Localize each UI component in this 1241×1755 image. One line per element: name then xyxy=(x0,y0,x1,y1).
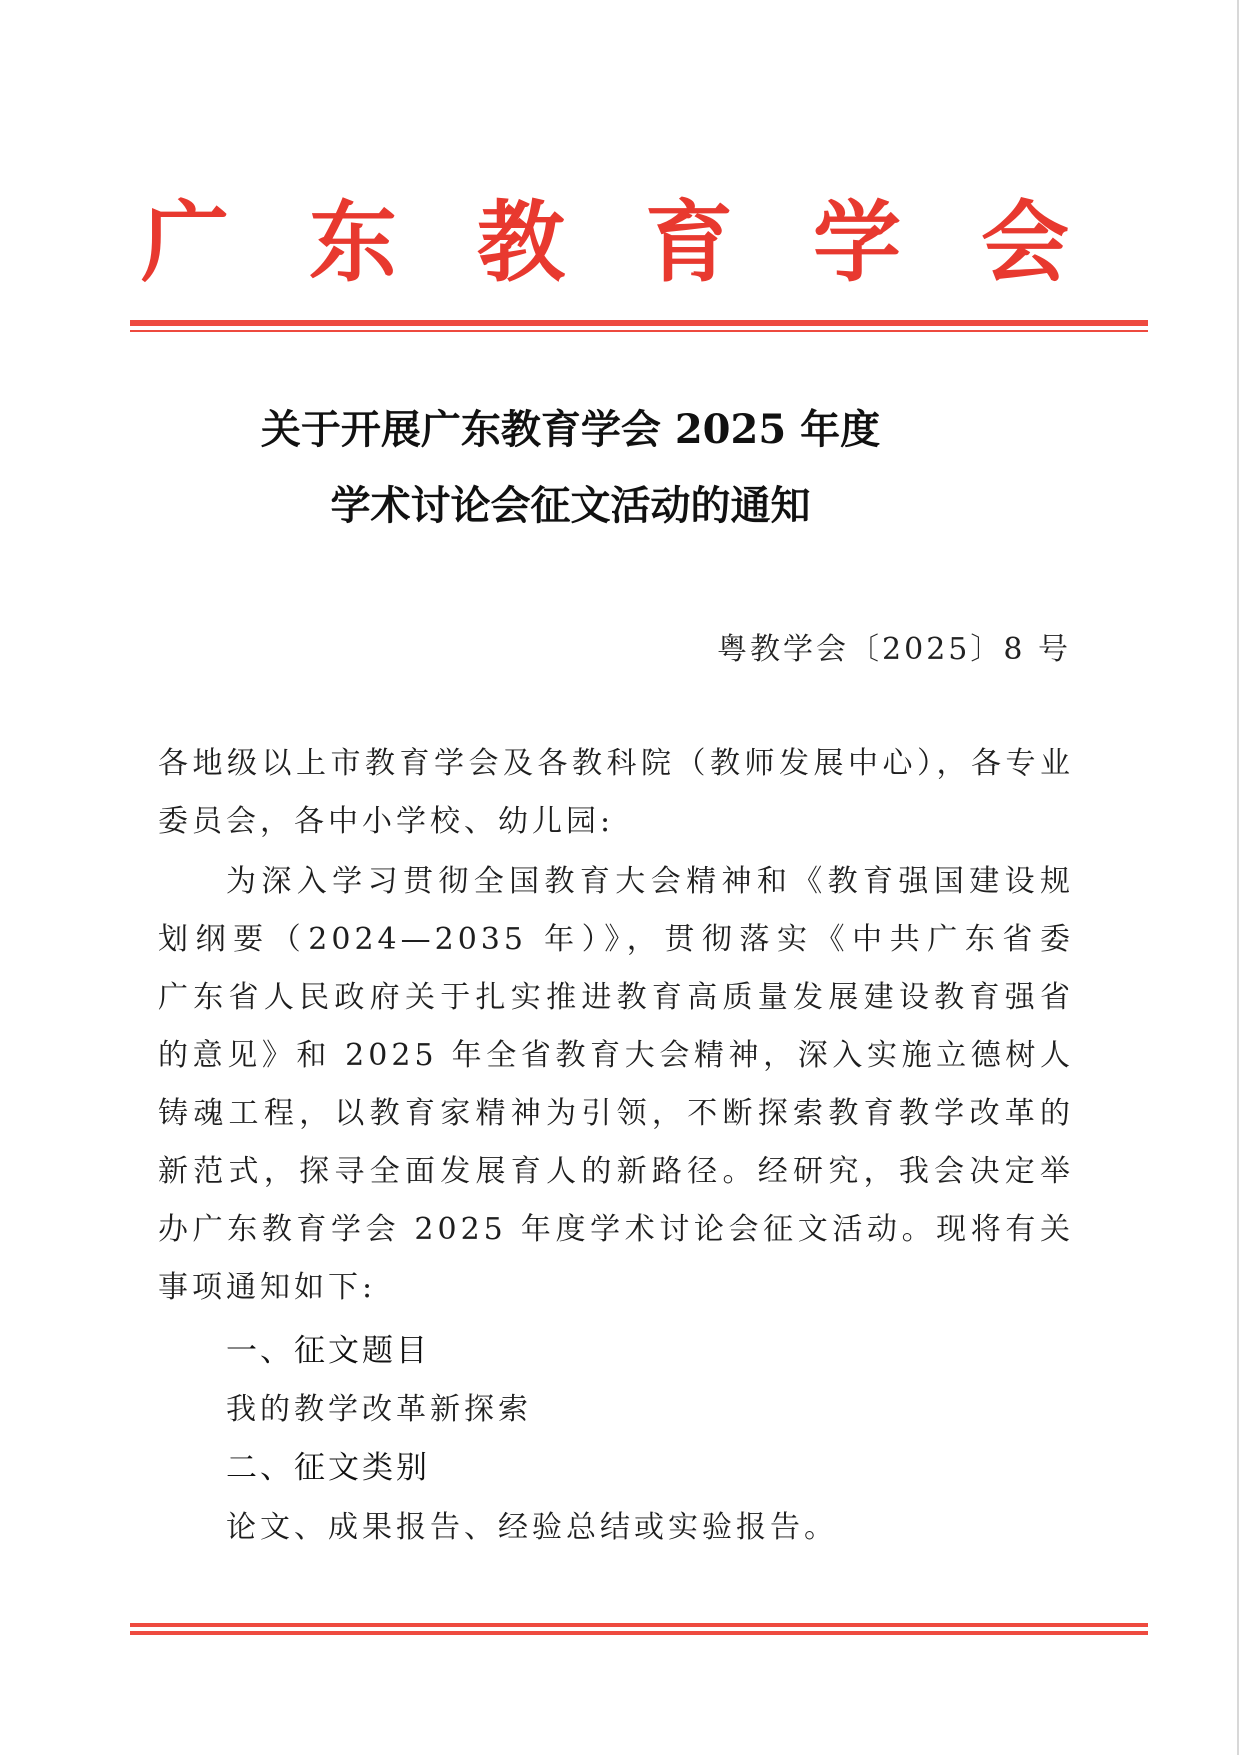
section-content-topic: 我的教学改革新探索 xyxy=(226,1392,532,1427)
document-title-line-1: 关于开展广东教育学会 2025 年度 xyxy=(260,406,881,453)
letterhead-rule-thick xyxy=(130,320,1148,326)
document-number: 粤教学会〔2025〕8 号 xyxy=(717,632,1071,667)
letterhead-char: 广 xyxy=(140,191,229,294)
letterhead-title xyxy=(130,188,1080,298)
document-title-line-2: 学术讨论会征文活动的通知 xyxy=(330,482,811,529)
letterhead-char: 学 xyxy=(812,191,901,294)
letterhead-char: 教 xyxy=(476,191,565,294)
letterhead-char: 会 xyxy=(980,191,1069,294)
intro-paragraph: 为深入学习贯彻全国教育大会精神和《教育强国建设规划纲要（2024—2035 年）》，贯彻落实《中共广东省委 广东省人民政府关于扎实推进教育高质量发展建设教育强省的意见》和 2025 年全省教育大会精神，深入实施立德树人铸魂工程，以教育家精神为引领，不断探索教育教学改革的新范式，探寻全面发展育人的新路径。经研究，我会决定举办广东教育学会 2025 年度学术讨论会征文活动。现将有关事项通知如下: xyxy=(158,864,1108,1305)
section-heading-topic: 一、征文题目 xyxy=(226,1333,430,1369)
letterhead-char: 育 xyxy=(644,191,733,294)
letterhead-rule-thin xyxy=(130,330,1148,332)
footer-rule-thick xyxy=(130,1623,1148,1627)
letterhead-char: 东 xyxy=(308,191,397,294)
page-edge xyxy=(1237,0,1239,1755)
section-heading-category: 二、征文类别 xyxy=(226,1450,430,1486)
section-content-category: 论文、成果报告、经验总结或实验报告。 xyxy=(226,1510,838,1545)
footer-rule-thin xyxy=(130,1631,1148,1635)
salutation: 各地级以上市教育学会及各教科院（教师发展中心），各专业委员会，各中小学校、幼儿园: xyxy=(158,746,1074,839)
